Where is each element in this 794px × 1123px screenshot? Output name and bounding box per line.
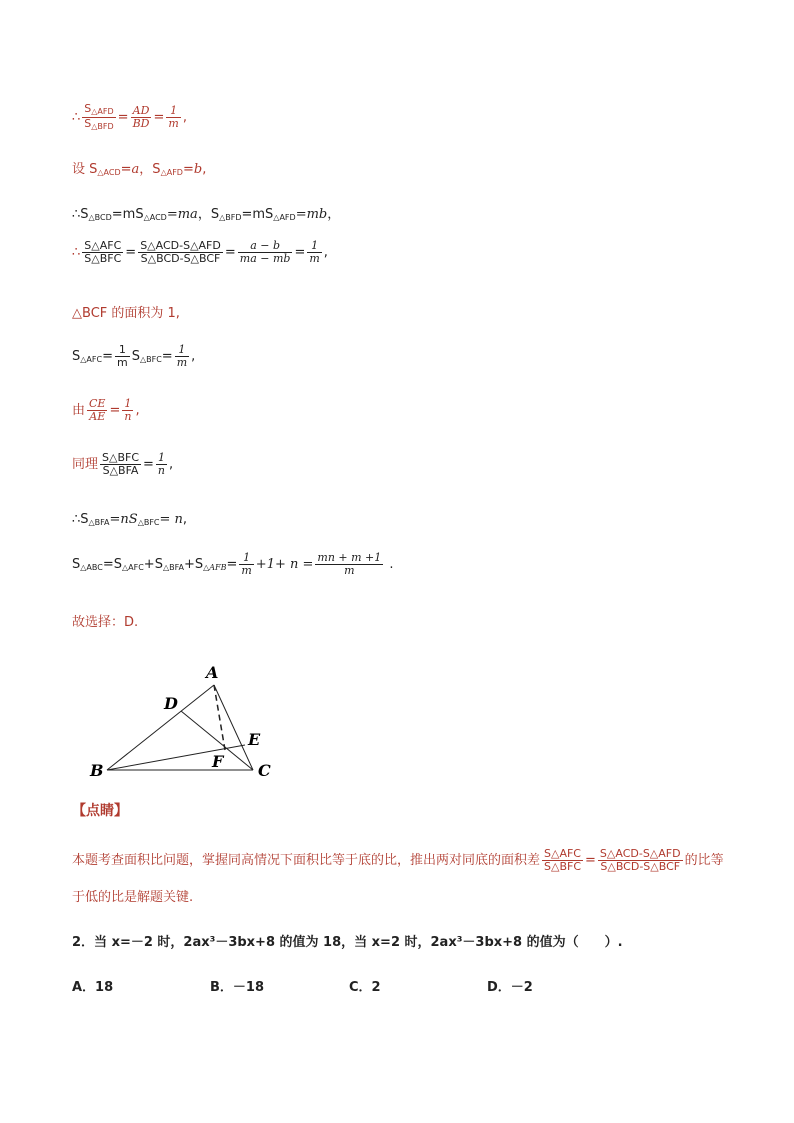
- fraction: [100, 452, 141, 477]
- numerator-s: S: [84, 102, 92, 115]
- sub: △BFD: [219, 213, 242, 222]
- punct: ，: [327, 207, 341, 222]
- fraction: [315, 552, 383, 577]
- sub: △BFA: [88, 518, 110, 527]
- frac-num: S△BFC: [102, 451, 140, 464]
- frac-num: S△AFC: [82, 240, 123, 253]
- solution-line-2: [72, 158, 206, 177]
- text: =mb: [295, 207, 328, 222]
- label-c: C: [258, 761, 271, 780]
- text: ，S: [197, 207, 220, 222]
- option-a[interactable]: A．18: [72, 980, 114, 995]
- label-b: B: [90, 761, 104, 780]
- fraction: [156, 452, 167, 477]
- frac-num: 1: [156, 452, 167, 465]
- text: +S: [183, 557, 204, 573]
- answer-text: 故选择：D.: [72, 615, 139, 630]
- comment-tag: 【点睛】: [72, 803, 128, 819]
- frac-num: 1: [166, 105, 180, 118]
- solution-line-4: ∴ $\frac{\text{S△AFC}}{\text{S△BFC}}$ = $\frac{\text{S△ACD-S△AFD}}{\text{S△BCD-S△BCF}}$ = $\frac{a - b}{ma - mb}$ = $\frac{1}{m}$ ,: [72, 239, 328, 266]
- solution-line-3: [72, 203, 340, 222]
- frac-num: 1: [115, 344, 130, 357]
- frac-den: S△BCD-S△BCF: [600, 860, 681, 874]
- fraction: [87, 398, 107, 423]
- fraction: [238, 240, 293, 265]
- text: ∴S: [72, 207, 89, 222]
- frac-den: n: [124, 410, 132, 424]
- frac-num: 1: [122, 398, 133, 411]
- frac-den: ma − mb: [239, 252, 291, 266]
- sub: △BCD: [88, 213, 112, 222]
- fraction: [82, 240, 123, 265]
- sub: △AFC: [121, 563, 144, 573]
- frac-num: 1: [239, 552, 253, 565]
- var-b: b: [193, 162, 203, 177]
- fraction: [115, 344, 130, 369]
- fraction: [175, 344, 189, 369]
- text: =mS: [241, 207, 274, 222]
- sub: △AFB: [203, 563, 227, 573]
- sub: △ACD: [143, 213, 167, 222]
- solution-line-8: 同理 $\frac{\text{S△BFC}}{\text{S△BFA}}$ = $\frac{1}{n}$ ,: [72, 451, 174, 478]
- punct: ,: [182, 109, 187, 125]
- frac-den: AE: [89, 410, 106, 424]
- fraction: [542, 848, 583, 873]
- label-a: A: [206, 663, 219, 682]
- therefore-symbol: ∴: [72, 109, 81, 125]
- text: =: [120, 162, 132, 177]
- comment-paragraph-line-2: [72, 886, 193, 905]
- punct: ,: [135, 403, 140, 419]
- solution-line-10: $S_{\triangle ABC}=S_{\triangle AFC}+S_{\triangle BFA}+S_{\triangle AFB}=$ $\frac{1}{m}$ +1+ n = $\frac{mn + m +1}{m}$ .: [72, 551, 394, 578]
- text: = n: [159, 512, 183, 527]
- solution-line-11: [72, 611, 138, 630]
- frac-num: a − b: [238, 240, 293, 253]
- text: 由: [72, 403, 86, 419]
- text: +1+ n =: [255, 557, 314, 573]
- frac-den: m: [241, 564, 252, 578]
- frac-den: S△BCD-S△BCF: [140, 252, 221, 266]
- frac-num: S△ACD-S△AFD: [140, 239, 221, 252]
- side-ab: [107, 685, 214, 770]
- sub: △BFA: [162, 563, 184, 573]
- text: =S: [102, 557, 122, 573]
- frac-num: mn + m +1: [317, 551, 382, 564]
- sub: △AFC: [80, 355, 103, 365]
- text: =: [182, 162, 194, 177]
- label-e: E: [248, 730, 261, 749]
- text: S: [131, 349, 140, 365]
- text: S: [72, 557, 81, 573]
- segment-ratio-fraction: [131, 105, 152, 130]
- option-d[interactable]: D．－2: [487, 980, 533, 995]
- therefore-symbol: ∴: [72, 245, 81, 261]
- question-text: 2．当 x=－2 时，2ax³－3bx+8 的值为 18，当 x=2 时，2ax³－3bx+8 的值为（ ）.: [72, 935, 623, 950]
- text: 本题考查面积比问题，掌握同高情况下面积比等于底的比，推出两对同底的面积差: [72, 853, 541, 869]
- comment-paragraph-line-1: 本题考查面积比问题，掌握同高情况下面积比等于底的比，推出两对同底的面积差 $\frac{\text{S△AFC}}{\text{S△BFC}}$ = $\frac{\text{S△ACD-S△AFD}}{\text{S△BCD-S△BCF}}$ 的比等: [72, 847, 724, 874]
- text: =nS: [109, 512, 138, 527]
- frac-den: S△BFA: [102, 464, 139, 478]
- solution-line-5: [72, 302, 180, 321]
- option-b[interactable]: B．－18: [210, 980, 264, 995]
- sub: △ABC: [80, 563, 103, 573]
- frac-den: m: [176, 356, 188, 370]
- frac-den: n: [157, 464, 166, 478]
- sub: △BFC: [137, 518, 160, 527]
- one-over-m-fraction: [166, 105, 180, 130]
- text: S: [72, 349, 81, 365]
- solution-line-9: [72, 512, 187, 527]
- fraction: [598, 848, 683, 873]
- punct: ,: [169, 457, 174, 473]
- frac-den: S△BFC: [544, 860, 582, 874]
- triangle-figure: [80, 655, 290, 790]
- text: △BCF 的面积为 1,: [72, 306, 180, 321]
- option-c[interactable]: C．2: [349, 980, 381, 995]
- dashed-af: [214, 685, 225, 750]
- text: 同理: [72, 457, 99, 473]
- fraction: [122, 398, 133, 423]
- frac-num: 1: [307, 240, 321, 253]
- punct: ,: [182, 512, 188, 527]
- punct: ,: [191, 349, 196, 365]
- text: 的比等: [684, 853, 724, 869]
- frac-den: m: [344, 564, 355, 578]
- sub: △BFC: [139, 355, 162, 365]
- var-a: a: [131, 162, 140, 177]
- denominator-s: S: [84, 116, 92, 130]
- text: 于低的比是解题关键.: [72, 890, 194, 905]
- text: ∴S: [72, 512, 89, 527]
- sub: △AFD: [160, 168, 183, 177]
- frac-den: m: [309, 252, 320, 266]
- punct: .: [389, 557, 394, 573]
- frac-num: 1: [175, 344, 189, 357]
- frac-den: BD: [132, 116, 150, 130]
- label-d: D: [164, 694, 178, 713]
- punct: ,: [323, 245, 328, 261]
- text: =ma: [166, 207, 198, 222]
- frac-den: m: [168, 116, 179, 130]
- frac-num: CE: [89, 397, 106, 410]
- solution-line-7: 由 $\frac{CE}{AE}$ = $\frac{1}{n}$ ,: [72, 397, 140, 424]
- equals: =: [153, 109, 165, 125]
- frac-den: S△BFC: [84, 252, 122, 266]
- text: ，S: [139, 162, 161, 177]
- text: +S: [143, 557, 163, 573]
- solution-line-1: ∴ $\frac{S_{\triangle AFD}}{S_{\triangle BFD}}$ = $\frac{AD}{BD}$ = $\frac{1}{m}$ ,: [72, 102, 187, 131]
- label-f: F: [212, 752, 224, 771]
- fraction: [239, 552, 253, 577]
- frac-den: m: [116, 356, 128, 370]
- area-ratio-fraction: [82, 103, 115, 132]
- solution-line-6: $S_{\triangle AFC}=$ $\frac{1}{m}$ $S_{\triangle BFC}=$ $\frac{1}{m}$ ,: [72, 343, 196, 370]
- denominator-sub: △BFD: [91, 121, 114, 131]
- fraction: [138, 240, 223, 265]
- frac-num: S△ACD-S△AFD: [599, 847, 681, 860]
- sub: △ACD: [97, 168, 121, 177]
- punct: ,: [202, 162, 207, 177]
- fraction: [307, 240, 321, 265]
- frac-num: AD: [131, 105, 152, 118]
- text: =mS: [111, 207, 144, 222]
- frac-num: S△AFC: [542, 848, 583, 861]
- sub: △AFD: [273, 213, 296, 222]
- numerator-sub: △AFD: [91, 107, 114, 116]
- text: 设 S: [72, 162, 98, 177]
